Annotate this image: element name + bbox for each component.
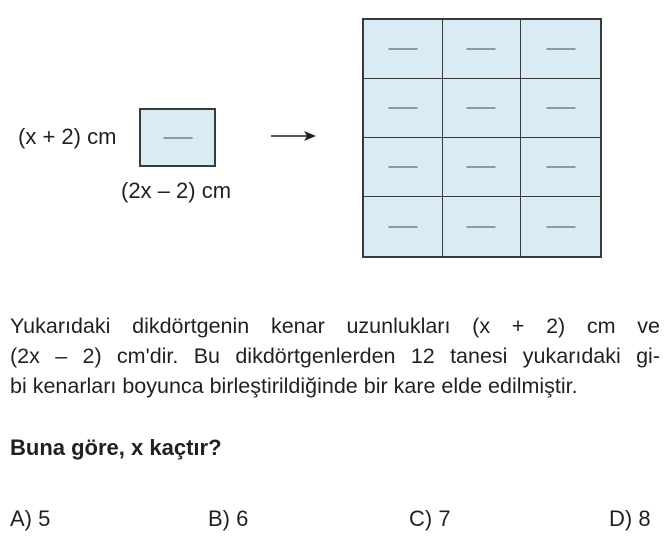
rectangle-dash-mark (546, 48, 575, 50)
question-prompt: Buna göre, x kaçtır? (10, 435, 222, 460)
rectangle-dash-mark (546, 166, 575, 168)
grid-rectangle (443, 79, 522, 138)
grid-rectangle (443, 138, 522, 197)
right-arrow-icon (270, 126, 318, 146)
rectangle-dash-mark (467, 48, 496, 50)
grid-rectangle (521, 20, 600, 79)
grid-rectangle (364, 138, 443, 197)
question-text (10, 311, 660, 401)
rectangle-dash-mark (546, 107, 575, 109)
option-a[interactable]: A) 5 (10, 506, 51, 531)
width-label: (2x – 2) cm (121, 178, 232, 203)
option-c[interactable]: C) 7 (409, 506, 451, 531)
question-line-2: (2x – 2) cm'dir. Bu dikdörtgenlerden 12 tanesi yukarıdaki gi- (10, 344, 660, 368)
grid-rectangle (364, 20, 443, 79)
grid-rectangle (364, 197, 443, 256)
rectangle-dash-mark (388, 48, 417, 50)
rectangle-dash-mark (467, 226, 496, 228)
rectangle-dash-mark (388, 107, 417, 109)
grid-rectangle (521, 138, 600, 197)
grid-rectangle (521, 197, 600, 256)
option-d[interactable]: D) 8 (609, 506, 651, 531)
question-line-1: Yukarıdaki dikdörtgenin kenar uzunlukları (x + 2) cm ve (10, 314, 660, 338)
rectangle-dash-mark (467, 166, 496, 168)
single-rectangle (139, 108, 216, 167)
rectangle-dash-mark (546, 226, 575, 228)
square-of-rectangles (362, 18, 602, 258)
rectangle-dash-mark (163, 137, 192, 139)
grid-rectangle (364, 79, 443, 138)
height-label: (x + 2) cm (18, 124, 117, 149)
grid-rectangle (521, 79, 600, 138)
option-b[interactable]: B) 6 (208, 506, 249, 531)
question-line-3: bi kenarları boyunca birleştirildiğinde bir kare elde edilmiştir. (10, 374, 578, 398)
grid-rectangle (443, 197, 522, 256)
rectangle-dash-mark (388, 226, 417, 228)
grid-rectangle (443, 20, 522, 79)
rectangle-dash-mark (467, 107, 496, 109)
rectangle-dash-mark (388, 166, 417, 168)
